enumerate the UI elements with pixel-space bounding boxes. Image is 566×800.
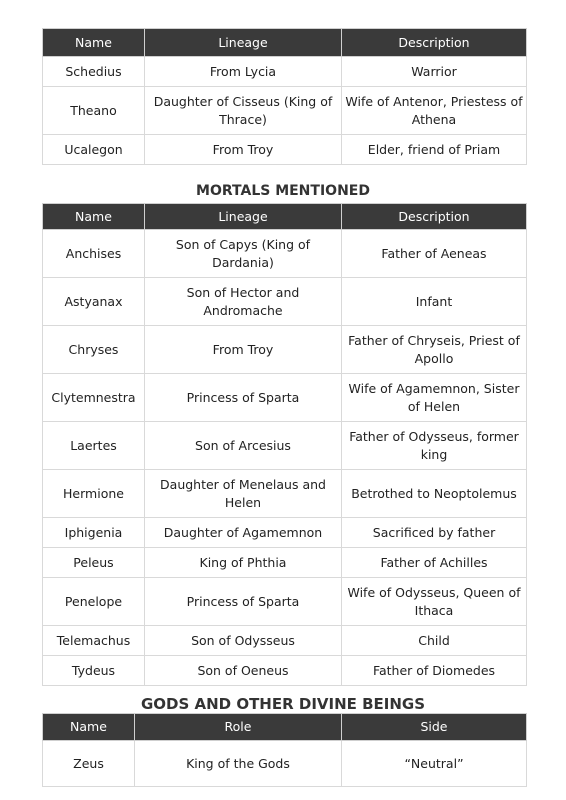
table-row [43, 230, 527, 278]
cell-name: Tydeus [43, 656, 145, 686]
table-row [43, 518, 527, 548]
trojans-table [42, 28, 527, 165]
section-title-mortals: MORTALS MENTIONED [196, 183, 370, 199]
header-description: Description [342, 204, 527, 230]
cell-name: Anchises [43, 230, 145, 278]
table-row [43, 422, 527, 470]
cell-description: Sacrificed by father [342, 518, 527, 548]
cell-name: Peleus [43, 548, 145, 578]
cell-name: Penelope [43, 578, 145, 626]
header-name: Name [43, 29, 145, 57]
cell-name: Theano [43, 87, 145, 135]
cell-lineage: From Lycia [145, 57, 342, 87]
cell-description: Father of Odysseus, former king [342, 422, 527, 470]
mortals-table [42, 203, 527, 686]
cell-name: Astyanax [43, 278, 145, 326]
cell-name: Schedius [43, 57, 145, 87]
header-name: Name [43, 714, 135, 741]
cell-description: Betrothed to Neoptolemus [342, 470, 527, 518]
table-row [43, 278, 527, 326]
table-row [43, 578, 527, 626]
cell-description: Wife of Odysseus, Queen of Ithaca [342, 578, 527, 626]
cell-name: Telemachus [43, 626, 145, 656]
cell-lineage: Daughter of Cisseus (King of Thrace) [145, 87, 342, 135]
cell-lineage: Daughter of Menelaus and Helen [145, 470, 342, 518]
cell-lineage: Son of Capys (King of Dardania) [145, 230, 342, 278]
cell-description: Father of Aeneas [342, 230, 527, 278]
cell-description: Child [342, 626, 527, 656]
cell-lineage: Son of Odysseus [145, 626, 342, 656]
cell-description: Father of Achilles [342, 548, 527, 578]
cell-role: King of the Gods [135, 741, 342, 787]
table-row [43, 548, 527, 578]
cell-side: “Neutral” [342, 741, 527, 787]
cell-name: Laertes [43, 422, 145, 470]
table-row [43, 57, 527, 87]
table-row [43, 470, 527, 518]
table-row [43, 135, 527, 165]
cell-lineage: Princess of Sparta [145, 374, 342, 422]
cell-lineage: Son of Oeneus [145, 656, 342, 686]
table-header-row [43, 29, 527, 57]
cell-description: Father of Diomedes [342, 656, 527, 686]
cell-lineage: From Troy [145, 135, 342, 165]
table-row [43, 656, 527, 686]
table-row [43, 626, 527, 656]
table-header-row [43, 204, 527, 230]
cell-name: Hermione [43, 470, 145, 518]
cell-name: Clytemnestra [43, 374, 145, 422]
cell-lineage: Son of Hector and Andromache [145, 278, 342, 326]
table-row [43, 741, 527, 787]
table-row [43, 87, 527, 135]
cell-name: Ucalegon [43, 135, 145, 165]
cell-lineage: Daughter of Agamemnon [145, 518, 342, 548]
table-header-row [43, 714, 527, 741]
cell-lineage: From Troy [145, 326, 342, 374]
cell-lineage: King of Phthia [145, 548, 342, 578]
cell-name: Iphigenia [43, 518, 145, 548]
cell-description: Father of Chryseis, Priest of Apollo [342, 326, 527, 374]
cell-description: Wife of Antenor, Priestess of Athena [342, 87, 527, 135]
table-row [43, 374, 527, 422]
cell-description: Wife of Agamemnon, Sister of Helen [342, 374, 527, 422]
cell-lineage: Son of Arcesius [145, 422, 342, 470]
header-lineage: Lineage [145, 29, 342, 57]
header-side: Side [342, 714, 527, 741]
header-name: Name [43, 204, 145, 230]
table-row [43, 326, 527, 374]
header-role: Role [135, 714, 342, 741]
cell-lineage: Princess of Sparta [145, 578, 342, 626]
cell-name: Zeus [43, 741, 135, 787]
cell-description: Elder, friend of Priam [342, 135, 527, 165]
cell-description: Infant [342, 278, 527, 326]
header-lineage: Lineage [145, 204, 342, 230]
cell-name: Chryses [43, 326, 145, 374]
section-title-gods: GODS AND OTHER DIVINE BEINGS [140, 695, 426, 713]
header-description: Description [342, 29, 527, 57]
cell-description: Warrior [342, 57, 527, 87]
gods-table [42, 713, 527, 787]
